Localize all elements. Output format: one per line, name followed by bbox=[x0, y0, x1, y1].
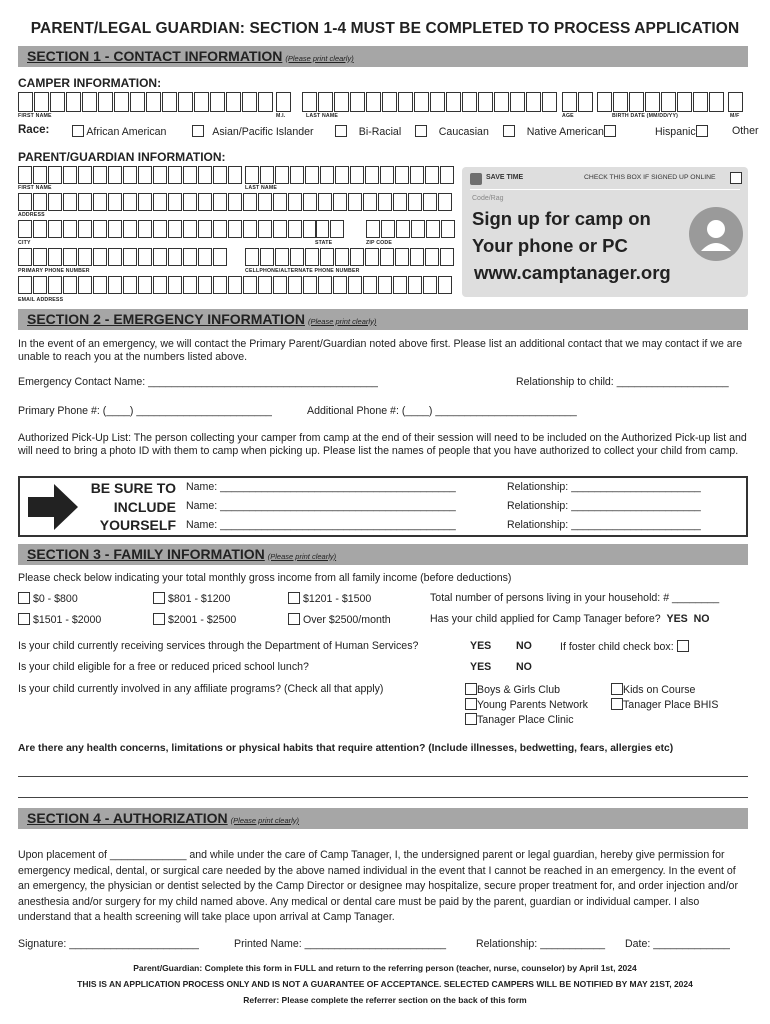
income-0-800[interactable]: $0 - $800 bbox=[18, 592, 78, 605]
zip-field[interactable] bbox=[366, 220, 456, 238]
right-arrow-icon bbox=[28, 484, 78, 530]
income-801-1200[interactable]: $801 - $1200 bbox=[153, 592, 230, 605]
mi-label: M.I. bbox=[276, 113, 286, 119]
camper-age-field[interactable] bbox=[562, 92, 594, 112]
pickup-name-1[interactable]: Name: ________________________________________ bbox=[186, 481, 456, 493]
pickup-name-3[interactable]: Name: ________________________________________ bbox=[186, 519, 456, 531]
pickup-relationship-1[interactable]: Relationship: ______________________ bbox=[507, 481, 701, 493]
print-note: (Please print clearly) bbox=[307, 317, 377, 326]
pickup-relationship-3[interactable]: Relationship: ______________________ bbox=[507, 519, 701, 531]
save-time-icon bbox=[470, 173, 482, 185]
panel-headline-2: Your phone or PC bbox=[472, 235, 628, 256]
section-1-title: SECTION 1 - CONTACT INFORMATION bbox=[27, 48, 283, 64]
race-hispanic[interactable]: Hispanic bbox=[655, 125, 708, 138]
footer-referrer-note: Referrer: Please complete the referrer section on the back of this form bbox=[243, 995, 527, 1005]
authorized-pickup-box bbox=[18, 476, 748, 537]
print-note: (Please print clearly) bbox=[230, 816, 300, 825]
camper-sex-field[interactable] bbox=[728, 92, 744, 112]
section-2-title: SECTION 2 - EMERGENCY INFORMATION bbox=[27, 311, 305, 327]
relationship-field[interactable]: Relationship: ___________ bbox=[476, 938, 605, 950]
state-field[interactable] bbox=[315, 220, 345, 238]
pickup-name-2[interactable]: Name: ________________________________________ bbox=[186, 500, 456, 512]
panel-headline-1: Sign up for camp on bbox=[472, 208, 651, 229]
city-field[interactable] bbox=[18, 220, 318, 238]
income-prompt: Please check below indicating your total monthly gross income from all family income (before deductions) bbox=[18, 572, 512, 584]
cell-phone-field[interactable] bbox=[245, 248, 455, 266]
first-name-label: FIRST NAME bbox=[18, 113, 52, 119]
printed-name-field[interactable]: Printed Name: ________________________ bbox=[234, 938, 447, 950]
applied-before-question: Has your child applied for Camp Tanager before? YES NO bbox=[430, 613, 710, 625]
checkbox[interactable] bbox=[503, 125, 515, 137]
race-label: Race: bbox=[18, 124, 50, 136]
health-question: Are there any health concerns, limitations or physical habits that require attention? (Include illnesses, bedwetting, fears, allergies etc) bbox=[18, 743, 674, 754]
dhs-question: Is your child currently receiving services through the Department of Human Services? bbox=[18, 640, 419, 652]
guardian-last-name-label: LAST NAME bbox=[245, 185, 278, 191]
checkbox[interactable] bbox=[415, 125, 427, 137]
dhs-no[interactable]: NO bbox=[516, 640, 532, 652]
health-answer-line-2[interactable] bbox=[18, 797, 748, 798]
program-tanager-bhis[interactable]: Tanager Place BHIS bbox=[611, 698, 718, 711]
signed-online-checkbox[interactable] bbox=[730, 172, 742, 184]
section-4-header bbox=[18, 808, 748, 829]
race-caucasian[interactable]: Caucasian bbox=[415, 125, 489, 138]
checkbox[interactable] bbox=[18, 613, 30, 625]
cell-phone-label: CELLPHONE/ALTERNATE PHONE NUMBER bbox=[245, 268, 360, 274]
lunch-no[interactable]: NO bbox=[516, 661, 532, 673]
checkbox[interactable] bbox=[18, 592, 30, 604]
date-field[interactable]: Date: _____________ bbox=[625, 938, 730, 950]
authorization-text: Upon placement of _____________ and while under the care of Camp Tanager, I, the undersigned parent or legal guardian, hereby give permission for emergency medical, dental, or surgical care needed by the above named individual in the event that I cannot be reached in an emergency. In the event of an emergency, the physician or dentist selected by the Camp Director or designee may hospitalize, secure proper treatment for, and order injection and/or anesthesia and/or surgery for my child named above. Any medical or dental care must be paid by the parent, guardian or individual camper. I also understand that a health screening will take place upon arrival at Camp Tanager. bbox=[18, 849, 738, 923]
camper-info-heading: CAMPER INFORMATION: bbox=[18, 76, 162, 90]
primary-phone-label: PRIMARY PHONE NUMBER bbox=[18, 268, 90, 274]
email-label: EMAIL ADDRESS bbox=[18, 297, 64, 303]
health-answer-line-1[interactable] bbox=[18, 776, 748, 777]
checkbox[interactable] bbox=[465, 713, 477, 725]
checkbox[interactable] bbox=[72, 125, 84, 137]
panel-url[interactable]: www.camptanager.org bbox=[474, 262, 671, 283]
program-boys-girls-club[interactable]: Boys & Girls Club bbox=[465, 683, 560, 696]
save-time-label: SAVE TIME bbox=[486, 174, 524, 181]
checkbox[interactable] bbox=[465, 683, 477, 695]
user-avatar-icon bbox=[689, 207, 743, 261]
guardian-first-name-label: FIRST NAME bbox=[18, 185, 52, 191]
pickup-relationship-2[interactable]: Relationship: ______________________ bbox=[507, 500, 701, 512]
guardian-last-name-field[interactable] bbox=[245, 166, 455, 184]
household-count[interactable]: Total number of persons living in your household: # ________ bbox=[430, 592, 720, 604]
email-field[interactable] bbox=[18, 276, 453, 294]
checkbox[interactable] bbox=[611, 683, 623, 695]
checkbox[interactable] bbox=[153, 592, 165, 604]
city-label: CITY bbox=[18, 240, 31, 246]
guardian-info-heading: PARENT/GUARDIAN INFORMATION: bbox=[18, 150, 226, 164]
emergency-relationship[interactable]: Relationship to child: ___________________ bbox=[516, 376, 729, 388]
race-native-american[interactable]: Native American bbox=[503, 125, 616, 138]
last-name-label: LAST NAME bbox=[306, 113, 339, 119]
foster-checkbox[interactable] bbox=[677, 640, 689, 652]
income-2001-2500[interactable]: $2001 - $2500 bbox=[153, 613, 236, 626]
emergency-contact-name[interactable]: Emergency Contact Name: _______________________________________ bbox=[18, 376, 378, 388]
applied-no[interactable]: NO bbox=[693, 613, 710, 625]
section-2-header bbox=[18, 309, 748, 330]
state-label: STATE bbox=[315, 240, 333, 246]
affiliate-question: Is your child currently involved in any affiliate programs? (Check all that apply) bbox=[18, 683, 384, 695]
program-young-parents[interactable]: Young Parents Network bbox=[465, 698, 588, 711]
be-sure-callout: BE SURE TO INCLUDE YOURSELF bbox=[90, 480, 176, 533]
foster-child[interactable]: If foster child check box: bbox=[560, 640, 689, 653]
applied-yes[interactable]: YES bbox=[666, 613, 688, 625]
section-3-header bbox=[18, 544, 748, 565]
race-other[interactable]: Other bbox=[732, 125, 759, 137]
primary-phone-field[interactable] bbox=[18, 248, 228, 266]
checkbox[interactable] bbox=[335, 125, 347, 137]
program-tanager-clinic[interactable]: Tanager Place Clinic bbox=[465, 713, 574, 726]
emergency-intro: In the event of an emergency, we will contact the Primary Parent/Guardian noted above first. Please list an additional contact that we may contact if we are unable to reach you at the numbers listed above. bbox=[18, 338, 743, 363]
program-kids-on-course[interactable]: Kids on Course bbox=[611, 683, 695, 696]
print-note: (Please print clearly) bbox=[285, 54, 354, 63]
race-biracial[interactable]: Bi-Racial bbox=[335, 125, 401, 138]
guardian-first-name-field[interactable] bbox=[18, 166, 243, 184]
checkbox[interactable] bbox=[192, 125, 204, 137]
zip-label: ZIP CODE bbox=[366, 240, 393, 246]
age-label: AGE bbox=[562, 113, 574, 119]
signature-field[interactable]: Signature: ______________________ bbox=[18, 938, 199, 950]
section-1-header bbox=[18, 46, 748, 67]
form-title: PARENT/LEGAL GUARDIAN: SECTION 1-4 MUST BE COMPLETED TO PROCESS APPLICATION bbox=[30, 20, 740, 37]
emergency-primary-phone[interactable]: Primary Phone #: (____) _______________________ bbox=[18, 405, 272, 417]
mf-label: M/F bbox=[730, 113, 740, 119]
footer-disclaimer: THIS IS AN APPLICATION PROCESS ONLY AND IS NOT A GUARANTEE OF ACCEPTANCE. SELECTED CAMPERS WILL BE NOTIFIED BY MAY 21ST, 2024 bbox=[77, 979, 693, 989]
address-label: ADDRESS bbox=[18, 212, 45, 218]
checkbox[interactable] bbox=[288, 592, 300, 604]
address-field[interactable] bbox=[18, 193, 453, 211]
dhs-yes[interactable]: YES bbox=[470, 640, 492, 652]
lunch-yes[interactable]: YES bbox=[470, 661, 492, 673]
emergency-additional-phone[interactable]: Additional Phone #: (____) ________________________ bbox=[307, 405, 577, 417]
camper-birth-date-field[interactable] bbox=[597, 92, 725, 112]
lunch-question: Is your child eligible for a free or reduced priced school lunch? bbox=[18, 661, 309, 673]
camper-first-name-field[interactable] bbox=[18, 92, 274, 112]
signed-online-label: CHECK THIS BOX IF SIGNED UP ONLINE bbox=[584, 174, 716, 181]
section-3-title: SECTION 3 - FAMILY INFORMATION bbox=[27, 546, 265, 562]
checkbox[interactable] bbox=[696, 125, 708, 137]
checkbox[interactable] bbox=[153, 613, 165, 625]
footer-return-note: Parent/Guardian: Complete this form in FULL and return to the referring person (teacher, nurse, counselor) by April 1st, 2024 bbox=[133, 963, 637, 973]
checkbox[interactable] bbox=[611, 698, 623, 710]
online-signup-panel bbox=[462, 167, 748, 297]
camper-mi-field[interactable] bbox=[276, 92, 292, 112]
camper-last-name-field[interactable] bbox=[302, 92, 558, 112]
race-asian-pacific[interactable]: Asian/Pacific Islander bbox=[192, 125, 314, 138]
pickup-description: Authorized Pick-Up List: The person collecting your camper from camp at the end of their session will need to be included on the Authorized Pick-up list and will need to bring a photo ID with them to camp when picking up. Please list the names of people that you have authorized to collect your child from camp. bbox=[18, 432, 747, 457]
income-1501-2000[interactable]: $1501 - $2000 bbox=[18, 613, 101, 626]
code-rag-label: Code/Rag bbox=[472, 195, 504, 202]
print-note: (Please print clearly) bbox=[267, 552, 337, 561]
checkbox[interactable] bbox=[604, 125, 616, 137]
checkbox[interactable] bbox=[465, 698, 477, 710]
checkbox[interactable] bbox=[288, 613, 300, 625]
income-over-2500[interactable]: Over $2500/month bbox=[288, 613, 391, 626]
income-1201-1500[interactable]: $1201 - $1500 bbox=[288, 592, 371, 605]
section-4-title: SECTION 4 - AUTHORIZATION bbox=[27, 810, 228, 826]
race-african-american[interactable]: African American bbox=[72, 125, 166, 138]
birth-date-label: BIRTH DATE (MM/DD/YY) bbox=[612, 113, 679, 119]
